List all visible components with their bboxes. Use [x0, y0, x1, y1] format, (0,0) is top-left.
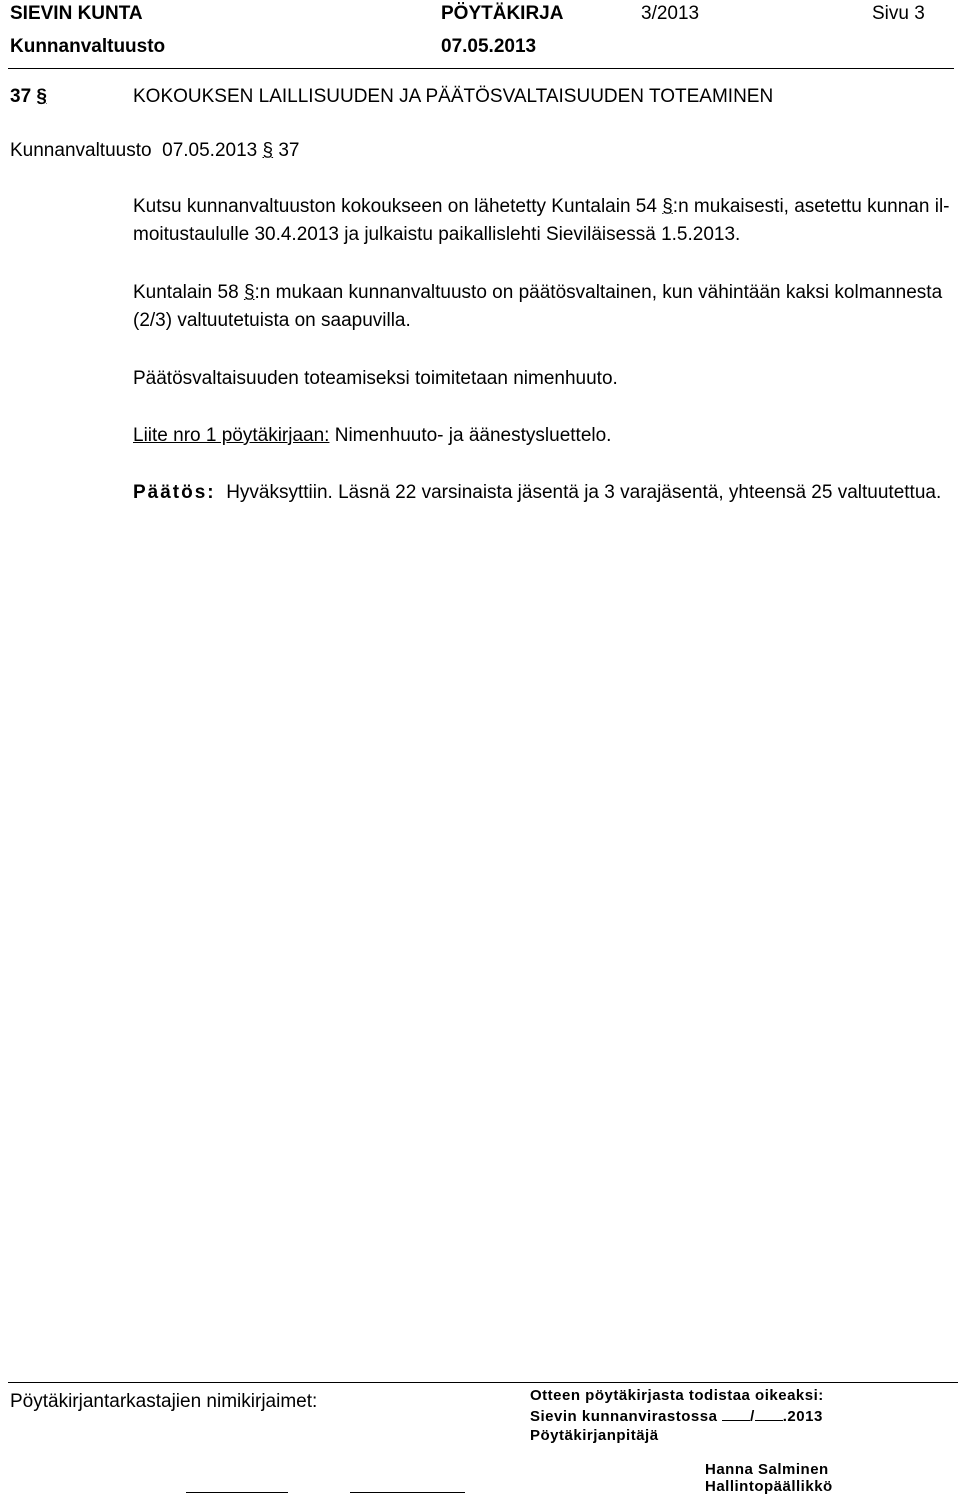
reviewers-label: Pöytäkirjantarkastajien nimikirjaimet: — [10, 1391, 318, 1412]
paragraph-2-line-2: (2/3) valtuutetuista on saapuvilla. — [133, 310, 411, 331]
ref-number: 37 — [278, 140, 300, 161]
ref-date: 07.05.2013 — [162, 140, 258, 161]
p2-text-a: Kuntalain 58 — [133, 282, 239, 303]
header-rule — [8, 68, 954, 69]
header-date: 07.05.2013 — [441, 36, 537, 57]
section-title: KOKOUKSEN LAILLISUUDEN JA PÄÄTÖSVALTAISUUDEN TOTEAMINEN — [133, 86, 774, 107]
signer-name: Hanna Salminen — [705, 1461, 829, 1478]
footer-rule — [8, 1382, 958, 1383]
ref-symbol: § — [262, 140, 274, 161]
paragraph-1-line-1 — [133, 196, 950, 218]
decision-label: Päätös: — [133, 482, 216, 503]
place-prefix: Sievin kunnanvirastossa — [530, 1408, 718, 1425]
reviewer-signature-line-2 — [350, 1492, 465, 1493]
paragraph-1-line-2: moitustaululle 30.4.2013 ja julkaistu paikallislehti Sieviläisessä 1.5.2013. — [133, 224, 741, 245]
header-body: Kunnanvaltuusto — [10, 36, 166, 57]
section-symbol-inline: § — [662, 196, 673, 217]
p2-text-b: :n mukaan kunnanvaltuusto on päätösvaltainen, kun vähintään kaksi kolmannesta — [254, 282, 943, 303]
decision-text: Hyväksyttiin. Läsnä 22 varsinaista jäsentä ja 3 varajäsentä, yhteensä 25 valtuutettua. — [226, 482, 942, 503]
keeper-label: Pöytäkirjanpitäjä — [530, 1427, 659, 1444]
section-symbol-inline: § — [243, 282, 255, 303]
certify-label: Otteen pöytäkirjasta todistaa oikeaksi: — [530, 1387, 824, 1404]
day-blank — [722, 1406, 750, 1421]
ref-body: Kunnanvaltuusto — [10, 140, 152, 161]
section-heading — [10, 86, 47, 108]
section-number: 37 — [10, 86, 32, 107]
month-blank — [755, 1406, 783, 1421]
doc-type: PÖYTÄKIRJA — [441, 3, 564, 24]
section-reference — [10, 140, 300, 162]
doc-number: 3/2013 — [641, 3, 700, 24]
p1-text-a: Kutsu kunnanvaltuuston kokoukseen on lähetetty Kuntalain 54 — [133, 196, 657, 217]
paragraph-2-line-1 — [133, 282, 942, 304]
paragraph-3: Päätösvaltaisuuden toteamiseksi toimitetaan nimenhuuto. — [133, 368, 618, 389]
reviewer-signature-line-1 — [186, 1492, 288, 1493]
decision-line — [133, 482, 941, 504]
date-separator: / — [750, 1408, 755, 1425]
attachment-text: Nimenhuuto- ja äänestysluettelo. — [334, 425, 612, 446]
certify-place-date — [530, 1406, 823, 1425]
p1-text-b: :n mukaisesti, asetettu kunnan il- — [672, 196, 950, 217]
attachment-line — [133, 425, 611, 447]
attachment-label: Liite nro 1 pöytäkirjaan: — [133, 425, 330, 446]
org-name: SIEVIN KUNTA — [10, 3, 143, 24]
page-number: Sivu 3 — [872, 3, 925, 24]
year-suffix: .2013 — [782, 1408, 823, 1425]
signer-title: Hallintopäällikkö — [705, 1478, 833, 1495]
section-symbol: § — [36, 86, 47, 107]
